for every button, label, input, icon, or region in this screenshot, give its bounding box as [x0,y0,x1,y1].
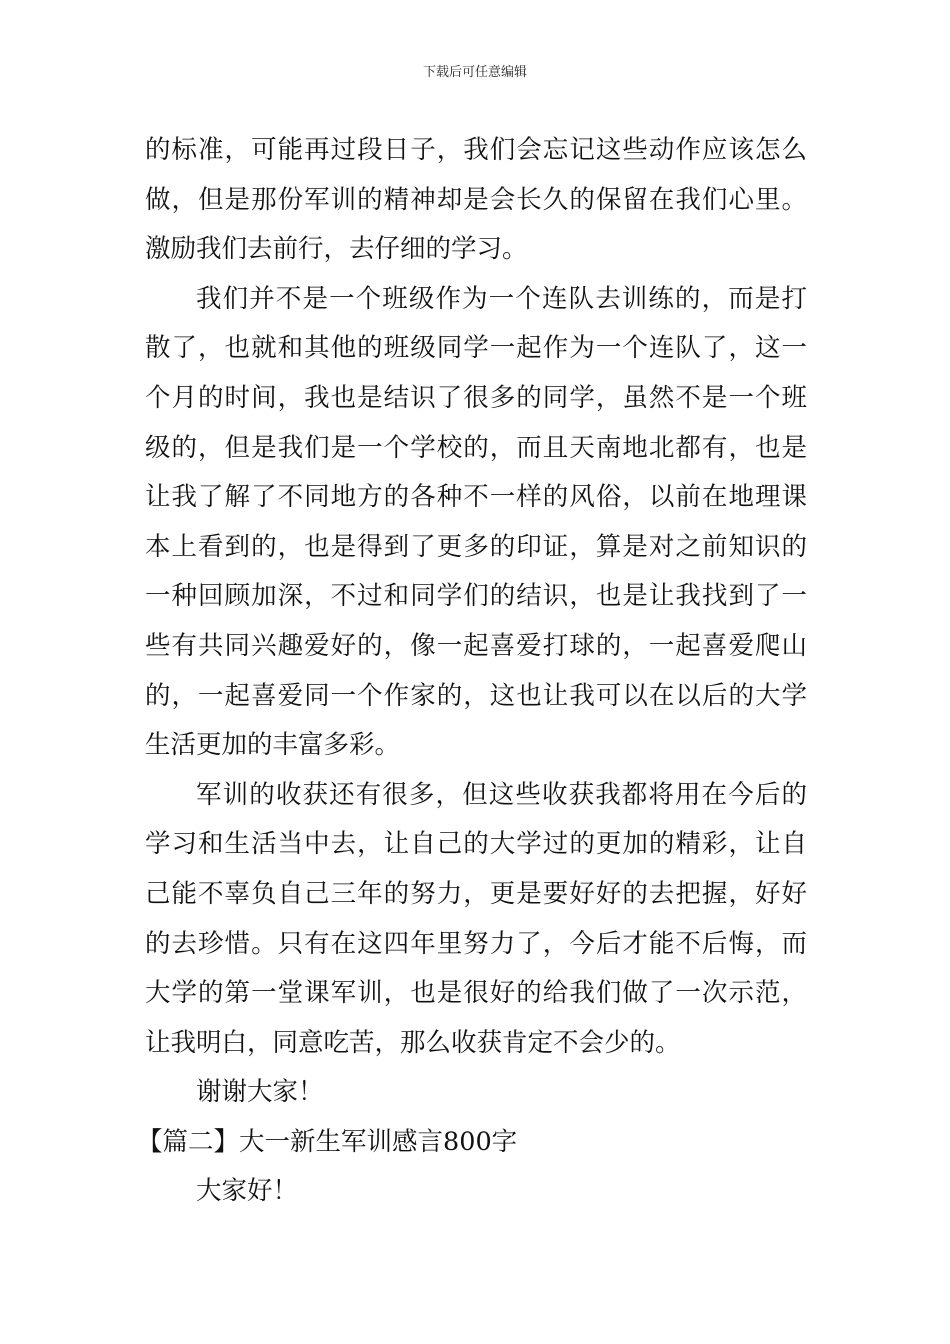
paragraph-1: 的标准，可能再过段日子，我们会忘记这些动作应该怎么做，但是那份军训的精神却是会长久的保留在我们心里。激励我们去前行，去仔细的学习。 [145,135,807,265]
paragraph-2: 我们并不是一个班级作为一个连队去训练的，而是打散了，也就和其他的班级同学一起作为一个连队了，这一个月的时间，我也是结识了很多的同学，虽然不是一个班级的，但是我们是一个学校的，而且天南地北都有，也是让我了解了不同地方的各种不一样的风俗，以前在地理课本上看到的，也是得到了更多的印证，算是对之前知识的一种回顾加深，不过和同学们的结识，也是让我找到了一些有共同兴趣爱好的，像一起喜爱打球的，一起喜爱爬山的，一起喜爱同一个作家的，这也让我可以在以后的大学生活更加的丰富多彩。 [145,283,807,761]
section-greeting: 大家好！ [196,1176,299,1207]
document-body [137,126,807,1217]
paragraph-3: 军训的收获还有很多，但这些收获我都将用在今后的学习和生活当中去，让自己的大学过的更加的精彩，让自己能不辜负自己三年的努力，更是要好好的去把握，好好的去珍惜。只有在这四年里努力了，今后才能不后悔，而大学的第一堂课军训，也是很好的给我们做了一次示范，让我明白，同意吃苦，那么收获肯定不会少的。 [145,779,807,1058]
page-header: 下载后可任意编辑 [422,65,527,80]
section-heading: 【篇二】大一新生军训感言800字 [137,1126,518,1157]
paragraph-4: 谢谢大家！ [196,1077,324,1108]
